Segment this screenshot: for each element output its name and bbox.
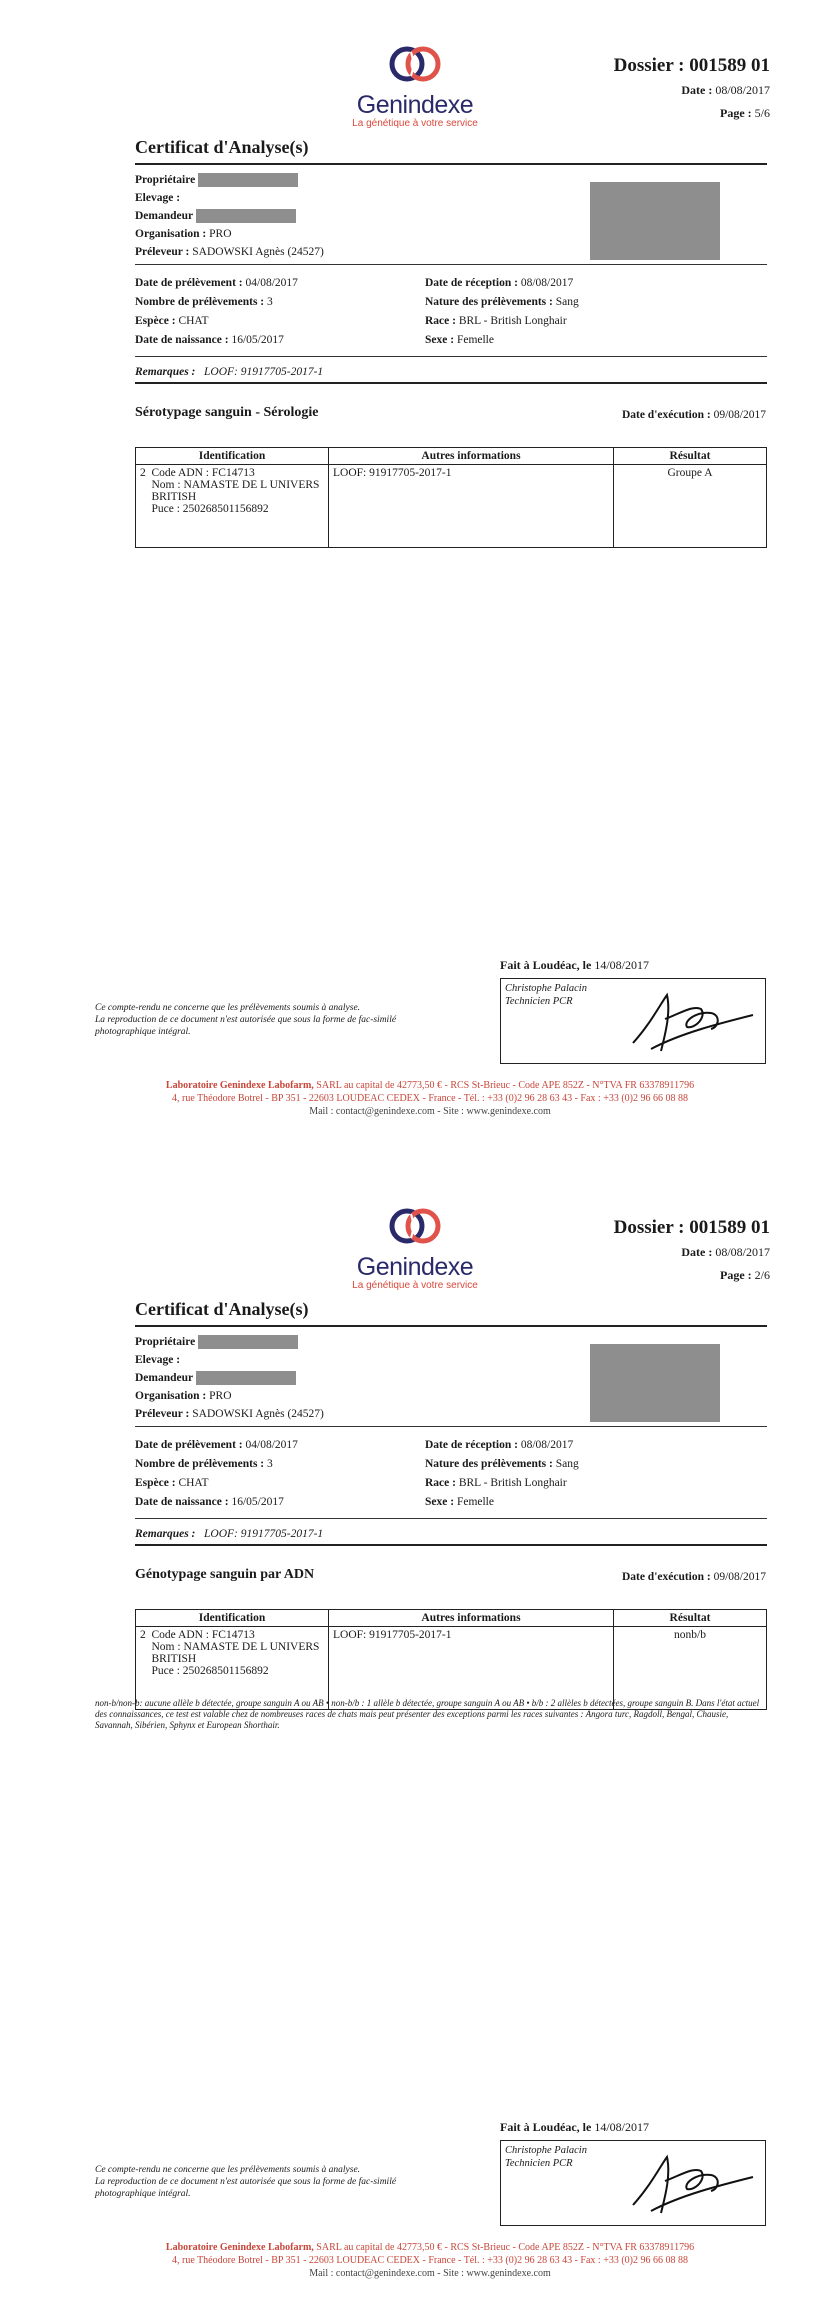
report-page-2 xyxy=(0,1162,816,2324)
nombre-prelevements-field: Nombre de prélèvements : 3 xyxy=(135,1458,273,1470)
signer: Christophe Palacin Technicien PCR xyxy=(505,983,587,1007)
dossier-number: Dossier : 001589 01 xyxy=(613,55,770,76)
logo-tagline: La génétique à votre service xyxy=(352,1280,478,1291)
results-table xyxy=(135,1609,767,1710)
nature-prelevements-field: Nature des prélèvements : Sang xyxy=(425,1458,579,1470)
disclaimer: Ce compte-rendu ne concerne que les prélèvements soumis à analyse. La reproduction de ce document n'est autorisée que sous la forme de fac-similé photographique intégral. xyxy=(95,1003,397,1037)
demandeur-field: Demandeur xyxy=(135,209,296,223)
date-naissance-field: Date de naissance : 16/05/2017 xyxy=(135,334,284,346)
autres-info-cell: LOOF: 91917705-2017-1 xyxy=(329,1627,614,1710)
signature-box xyxy=(500,2140,766,2226)
page-number: Page : 5/6 xyxy=(720,106,770,120)
genindexe-logo-icon xyxy=(385,40,445,92)
espece-field: Espèce : CHAT xyxy=(135,1477,209,1489)
date-reception-field: Date de réception : 08/08/2017 xyxy=(425,1439,574,1451)
redacted-block xyxy=(198,173,298,187)
divider xyxy=(135,1544,767,1546)
preleveur-field: Préleveur : SADOWSKI Agnès (24527) xyxy=(135,1408,324,1420)
section-title: Génotypage sanguin par ADN xyxy=(135,1567,315,1582)
logo-name: Genindexe xyxy=(356,1253,474,1281)
race-field: Race : BRL - British Longhair xyxy=(425,1477,567,1489)
logo-tagline: La génétique à votre service xyxy=(352,118,478,129)
dossier-number: Dossier : 001589 01 xyxy=(613,1217,770,1238)
demandeur-field: Demandeur xyxy=(135,1371,296,1385)
dossier-date: Date : 08/08/2017 xyxy=(681,1245,770,1259)
divider xyxy=(135,1325,767,1327)
date-prelevement-field: Date de prélèvement : 04/08/2017 xyxy=(135,277,298,289)
table-row xyxy=(136,465,767,548)
divider xyxy=(135,356,767,357)
place-date: Fait à Loudéac, le 14/08/2017 xyxy=(500,958,649,972)
divider xyxy=(135,1426,767,1427)
resultat-cell: nonb/b xyxy=(614,1627,767,1710)
sexe-field: Sexe : Femelle xyxy=(425,334,494,346)
divider xyxy=(135,163,767,165)
remarques: Remarques : LOOF: 91917705-2017-1 xyxy=(135,1528,324,1540)
signer: Christophe Palacin Technicien PCR xyxy=(505,2145,587,2169)
footer-address: 4, rue Théodore Botrel - BP 351 - 22603 LOUDEAC CEDEX - France - Tél. : +33 (0)2 96 28 63 43 - Fax : +33 (0)2 96 66 08 88 xyxy=(171,2255,689,2266)
race-field: Race : BRL - British Longhair xyxy=(425,315,567,327)
footer-contact: Mail : contact@genindexe.com - Site : www.genindexe.com xyxy=(309,1106,551,1117)
genindexe-logo xyxy=(330,1202,500,1292)
signature-icon xyxy=(621,983,761,1059)
proprietaire-field: Propriétaire xyxy=(135,173,298,187)
col-autres-informations: Autres informations xyxy=(329,448,614,465)
interpretation-note: non-b/non-b: aucune allèle b détectée, groupe sanguin A ou AB • non-b/b : 1 allèle b détectée, groupe sanguin A ou AB • b/b : 2 allèles b détectées, groupe sanguin B. Dans l'état actuel des connaissances, ce test est valable chez de nombreuses races de chats mais peut présenter des exceptions parmi les races suivantes : Angora turc, Ragdoll, Bengal, Chausie, Savannah, Sibérien, Sphynx et European Shorthair. xyxy=(95,1698,760,1730)
footer-company: Laboratoire Genindexe Labofarm, SARL au capital de 42773,50 € - RCS St-Brieuc - Code APE 852Z - N°TVA FR 63378911796 xyxy=(165,2242,695,2253)
resultat-cell: Groupe A xyxy=(614,465,767,548)
genindexe-logo xyxy=(330,40,500,130)
nombre-prelevements-field: Nombre de prélèvements : 3 xyxy=(135,296,273,308)
organisation-field: Organisation : PRO xyxy=(135,1390,232,1402)
redacted-block xyxy=(198,1335,298,1349)
signature-box xyxy=(500,978,766,1064)
col-identification: Identification xyxy=(136,1610,329,1627)
divider xyxy=(135,1518,767,1519)
dossier-date: Date : 08/08/2017 xyxy=(681,83,770,97)
execution-date: Date d'exécution : 09/08/2017 xyxy=(621,1571,766,1583)
nature-prelevements-field: Nature des prélèvements : Sang xyxy=(425,296,579,308)
col-resultat: Résultat xyxy=(614,1610,767,1627)
identification-cell: 2 Code ADN : FC14713 Nom : NAMASTE DE L UNIVERS BRITISH Puce : 250268501156892 xyxy=(136,465,329,548)
place-date: Fait à Loudéac, le 14/08/2017 xyxy=(500,2120,649,2134)
date-prelevement-field: Date de prélèvement : 04/08/2017 xyxy=(135,1439,298,1451)
redacted-photo xyxy=(590,1344,720,1422)
redacted-photo xyxy=(590,182,720,260)
divider xyxy=(135,382,767,384)
footer-company: Laboratoire Genindexe Labofarm, SARL au capital de 42773,50 € - RCS St-Brieuc - Code APE 852Z - N°TVA FR 63378911796 xyxy=(165,1080,695,1091)
col-identification: Identification xyxy=(136,448,329,465)
date-naissance-field: Date de naissance : 16/05/2017 xyxy=(135,1496,284,1508)
remarques: Remarques : LOOF: 91917705-2017-1 xyxy=(135,366,324,378)
col-resultat: Résultat xyxy=(614,448,767,465)
certificate-title: Certificat d'Analyse(s) xyxy=(135,1299,309,1319)
genindexe-logo-icon xyxy=(385,1202,445,1254)
results-table xyxy=(135,447,767,548)
espece-field: Espèce : CHAT xyxy=(135,315,209,327)
identification-cell: 2 Code ADN : FC14713 Nom : NAMASTE DE L UNIVERS BRITISH Puce : 250268501156892 xyxy=(136,1627,329,1710)
date-reception-field: Date de réception : 08/08/2017 xyxy=(425,277,574,289)
footer-address: 4, rue Théodore Botrel - BP 351 - 22603 LOUDEAC CEDEX - France - Tél. : +33 (0)2 96 28 63 43 - Fax : +33 (0)2 96 66 08 88 xyxy=(171,1093,689,1104)
page-number: Page : 2/6 xyxy=(720,1268,770,1282)
footer-contact: Mail : contact@genindexe.com - Site : www.genindexe.com xyxy=(309,2268,551,2279)
elevage-field: Elevage : xyxy=(135,1354,181,1366)
logo-name: Genindexe xyxy=(356,91,474,119)
col-autres-informations: Autres informations xyxy=(329,1610,614,1627)
disclaimer: Ce compte-rendu ne concerne que les prélèvements soumis à analyse. La reproduction de ce document n'est autorisée que sous la forme de fac-similé photographique intégral. xyxy=(95,2165,397,2199)
execution-date: Date d'exécution : 09/08/2017 xyxy=(621,409,766,421)
signature-icon xyxy=(621,2145,761,2221)
preleveur-field: Préleveur : SADOWSKI Agnès (24527) xyxy=(135,246,324,258)
sexe-field: Sexe : Femelle xyxy=(425,1496,494,1508)
elevage-field: Elevage : xyxy=(135,192,181,204)
section-title: Sérotypage sanguin - Sérologie xyxy=(135,405,319,420)
divider xyxy=(135,264,767,265)
proprietaire-field: Propriétaire xyxy=(135,1335,298,1349)
certificate-title: Certificat d'Analyse(s) xyxy=(135,137,309,157)
redacted-block xyxy=(196,1371,296,1385)
organisation-field: Organisation : PRO xyxy=(135,228,232,240)
autres-info-cell: LOOF: 91917705-2017-1 xyxy=(329,465,614,548)
redacted-block xyxy=(196,209,296,223)
